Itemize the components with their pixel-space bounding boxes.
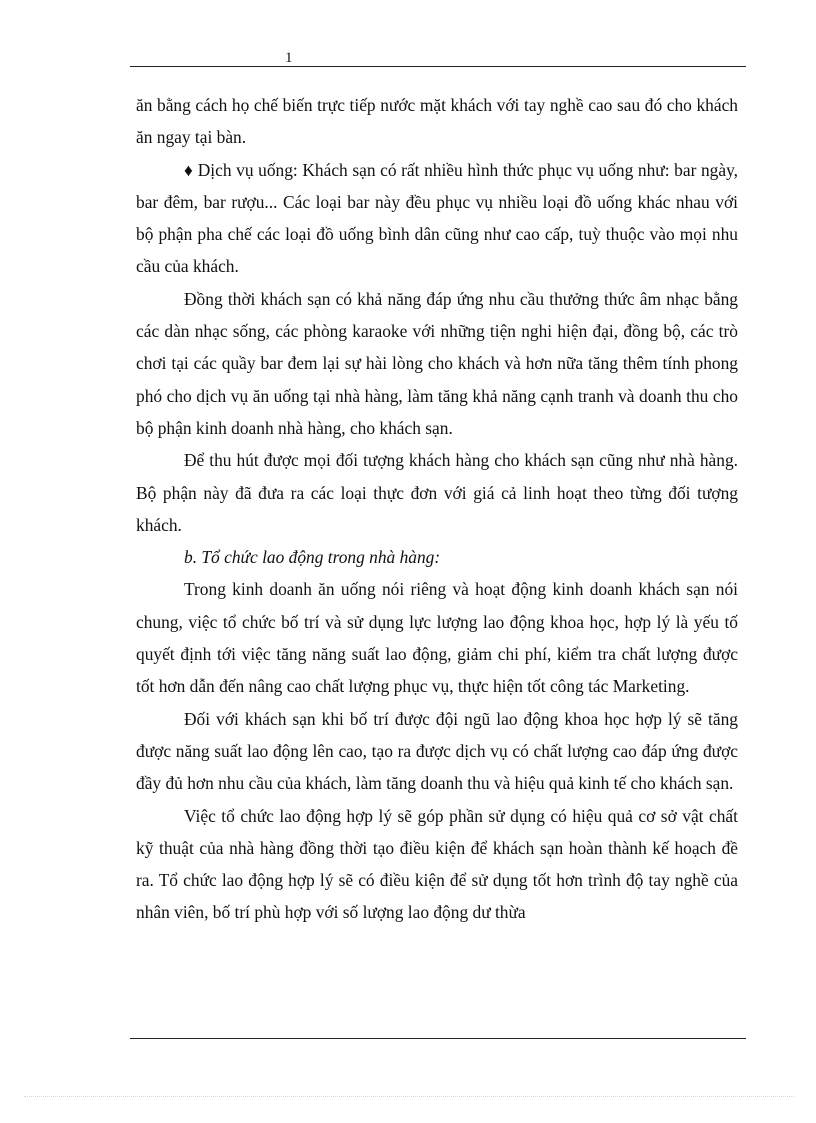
footer-rule xyxy=(130,1038,746,1039)
section-subheading: b. Tổ chức lao động trong nhà hàng: xyxy=(184,547,441,568)
paragraph-drink-service: ♦ Dịch vụ uống: Khách sạn có rất nhiều hình thức phục vụ uống như: bar ngày, bar đêm, bar rượu... Các loại bar này đều phục vụ nhiều loại đồ uống khác nhau với bộ phận pha chế các loại đồ uống bình dân cũng như cao cấp, tuỳ thuộc vào mọi nhu cầu của khách. xyxy=(136,159,738,277)
header-mark: 1 xyxy=(285,50,293,66)
paragraph-labor-efficiency: Việc tổ chức lao động hợp lý sẽ góp phần sử dụng có hiệu quả cơ sở vật chất kỹ thuật của nhà hàng đồng thời tạo điều kiện để khách sạn hoàn thành kế hoạch đề ra. Tổ chức lao động hợp lý sẽ có điều kiện để sử dụng tốt hơn trình độ tay nghề của nhân viên, bố trí phù hợp với số lượng lao động dư thừa xyxy=(136,805,738,923)
paragraph-labor-productivity: Đối với khách sạn khi bố trí được đội ngũ lao động khoa học hợp lý sẽ tăng được năng suất lao động lên cao, tạo ra được dịch vụ có chất lượng cao đáp ứng được đầy đủ hơn nhu cầu của khách, làm tăng doanh thu và hiệu quả kinh tế cho khách sạn. xyxy=(136,708,738,794)
page-edge-dotted-line xyxy=(24,1096,794,1097)
paragraph-menu-pricing: Để thu hút được mọi đối tượng khách hàng cho khách sạn cũng như nhà hàng. Bộ phận này đã đưa ra các loại thực đơn với giá cả linh hoạt theo từng đối tượng khách. xyxy=(136,450,738,535)
paragraph-music-entertainment: Đồng thời khách sạn có khả năng đáp ứng nhu cầu thưởng thức âm nhạc bằng các dàn nhạc sống, các phòng karaoke với những tiện nghi hiện đại, đồng bộ, các trò chơi tại các quầy bar đem lại sự hài lòng cho khách và hơn nữa tăng thêm tính phong phó cho dịch vụ ăn uống tại nhà hàng, làm tăng khả năng cạnh tranh và doanh thu cho bộ phận kinh doanh nhà hàng, cho khách sạn. xyxy=(136,288,738,438)
paragraph-labor-organization: Trong kinh doanh ăn uống nói riêng và hoạt động kinh doanh khách sạn nói chung, việc tổ chức bố trí và sử dụng lực lượng lao động khoa học, hợp lý là yếu tố quyết định tới việc tăng năng suất lao động, giảm chi phí, kiểm tra chất lượng được tốt hơn dẫn đến nâng cao chất lượng phục vụ, thực hiện tốt công tác Marketing. xyxy=(136,579,738,697)
header-rule xyxy=(130,66,746,67)
page-body xyxy=(136,89,738,929)
paragraph-continuation: ăn bằng cách họ chế biến trực tiếp nước mặt khách với tay nghề cao sau đó cho khách ăn ngay tại bàn. xyxy=(136,95,738,148)
